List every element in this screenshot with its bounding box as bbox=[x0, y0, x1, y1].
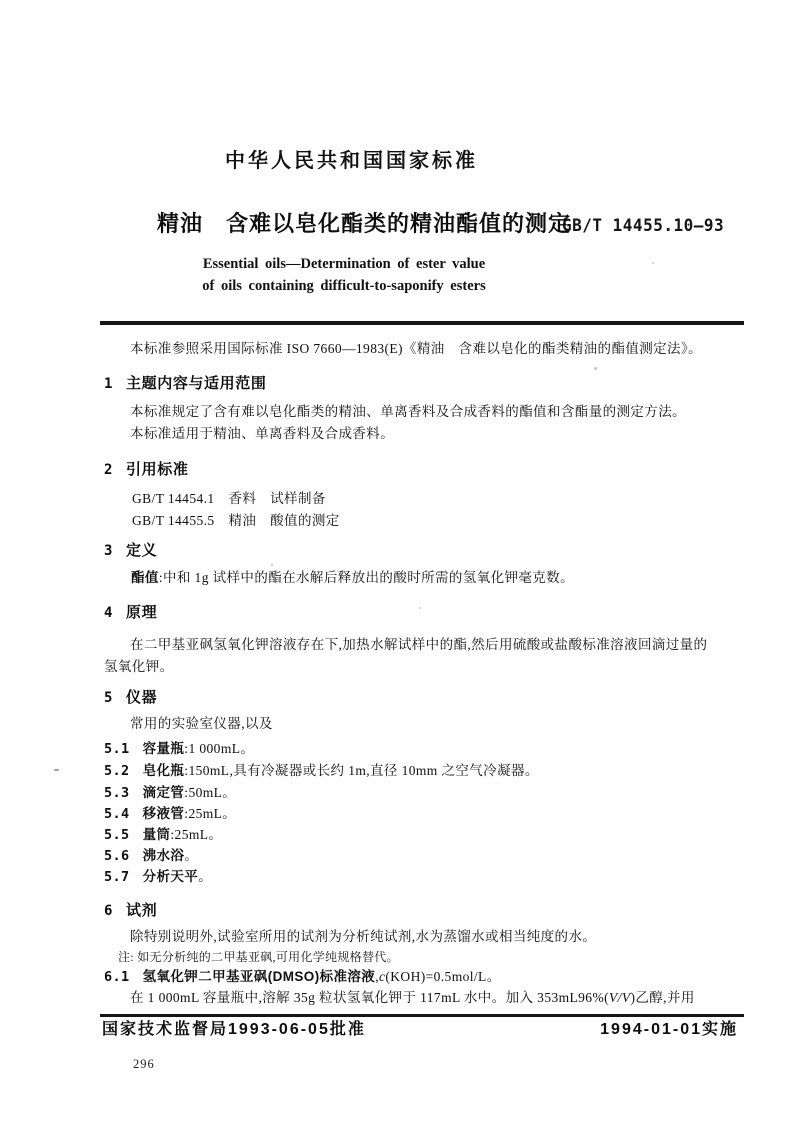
section-5-title: 仪器 bbox=[126, 689, 158, 706]
volume-ratio-symbol: V/V bbox=[609, 990, 631, 1005]
equipment-item-spec: :1 000mL。 bbox=[184, 741, 255, 756]
equipment-item-5-4 bbox=[104, 806, 236, 823]
section-6-heading bbox=[104, 902, 157, 921]
scan-speck bbox=[594, 367, 597, 370]
reagent-item-number: 6.1 bbox=[104, 969, 130, 985]
equipment-item-5-3 bbox=[104, 785, 236, 802]
equipment-item-spec: 。 bbox=[198, 869, 213, 884]
equipment-item-number: 5.6 bbox=[104, 848, 130, 864]
document-title-en-line2: of oils containing difficult-to-saponify esters bbox=[202, 278, 486, 294]
section-1-number: 1 bbox=[104, 376, 114, 392]
title-divider-rule bbox=[100, 321, 744, 325]
equipment-item-spec: :25mL。 bbox=[184, 806, 237, 821]
definition-text: :中和 1g 试样中的酯在水解后释放出的酸时所需的氢氧化钾毫克数。 bbox=[158, 570, 575, 585]
reference-standard-1: GB/T 14454.1 香料 试样制备 bbox=[132, 491, 326, 506]
reference-standard-2: GB/T 14455.5 精油 酸值的测定 bbox=[132, 513, 340, 528]
section-1-title: 主题内容与适用范围 bbox=[126, 375, 267, 392]
section-2-title: 引用标准 bbox=[126, 461, 189, 478]
section-5-heading bbox=[104, 689, 157, 708]
equipment-item-5-6 bbox=[104, 848, 198, 865]
equipment-item-name: 容量瓶 bbox=[142, 741, 185, 756]
section-1-heading bbox=[104, 375, 266, 394]
equipment-item-5-2 bbox=[104, 763, 539, 780]
approval-authority-date: 国家技术监督局1993-06-05批准 bbox=[102, 1021, 366, 1038]
national-standard-label: 中华人民共和国国家标准 bbox=[225, 150, 478, 172]
section-2-heading bbox=[104, 461, 188, 480]
reagent-item-pre: , bbox=[375, 969, 379, 984]
definition-line bbox=[131, 570, 574, 587]
footer-divider-rule bbox=[100, 1014, 744, 1017]
section-3-number: 3 bbox=[104, 543, 114, 559]
preparation-text-a: 在 1 000mL 容量瓶中,溶解 35g 粒状氢氧化钾于 117mL 水中。加入 353mL96%( bbox=[130, 990, 610, 1005]
section-4-number: 4 bbox=[104, 605, 114, 621]
section-6-paragraph: 除特别说明外,试验室所用的试剂为分析纯试剂,水为蒸馏水或相当纯度的水。 bbox=[130, 929, 597, 944]
standard-number: GB/T 14455.10—93 bbox=[562, 215, 725, 236]
reagent-item-spec: (KOH)=0.5mol/L。 bbox=[385, 969, 501, 984]
equipment-item-name: 移液管 bbox=[142, 806, 185, 821]
equipment-item-name: 分析天平 bbox=[142, 869, 199, 884]
scan-speck bbox=[652, 262, 654, 264]
page-number: 296 bbox=[133, 1057, 155, 1071]
preparation-text-b: )乙醇,并用 bbox=[630, 990, 695, 1005]
implementation-date: 1994-01-01实施 bbox=[600, 1021, 738, 1038]
section-4-title: 原理 bbox=[126, 604, 158, 621]
section-3-title: 定义 bbox=[126, 542, 158, 559]
defined-term: 酯值 bbox=[131, 570, 159, 585]
concentration-symbol: c bbox=[378, 969, 386, 984]
equipment-item-number: 5.3 bbox=[104, 785, 130, 801]
section-1-paragraph-2: 本标准适用于精油、单离香料及合成香料。 bbox=[130, 426, 395, 441]
intro-paragraph: 本标准参照采用国际标准 ISO 7660—1983(E)《精油 含难以皂化的酯类精油的酯值测定法》。 bbox=[130, 341, 702, 356]
equipment-item-spec: :25mL。 bbox=[170, 827, 223, 842]
equipment-item-5-5 bbox=[104, 827, 222, 844]
document-title-en-line1: Essential oils—Determination of ester value bbox=[202, 256, 486, 272]
scan-speck bbox=[54, 769, 59, 771]
equipment-item-5-1 bbox=[104, 741, 254, 758]
equipment-item-spec: :150mL,具有冷凝器或长约 1m,直径 10mm 之空气冷凝器。 bbox=[184, 763, 539, 778]
reagent-item-6-1 bbox=[104, 969, 501, 986]
section-3-heading bbox=[104, 542, 157, 561]
section-6-title: 试剂 bbox=[126, 902, 158, 919]
equipment-item-spec: :50mL。 bbox=[184, 785, 237, 800]
document-title-cn: 精油 含难以皂化酯类的精油酯值的测定 bbox=[157, 211, 572, 236]
section-4-paragraph-line1: 在二甲基亚砜氢氧化钾溶液存在下,加热水解试样中的酯,然后用硫酸或盐酸标准溶液回滴过量的 bbox=[130, 637, 708, 652]
equipment-item-name: 滴定管 bbox=[142, 785, 185, 800]
equipment-item-number: 5.4 bbox=[104, 806, 130, 822]
equipment-item-name: 皂化瓶 bbox=[142, 763, 185, 778]
note-label: 注: bbox=[118, 950, 134, 964]
section-6-note bbox=[118, 950, 399, 965]
reagent-preparation-line bbox=[104, 990, 695, 1007]
note-text: 如无分析纯的二甲基亚砜,可用化学纯规格替代。 bbox=[137, 950, 399, 964]
equipment-item-number: 5.2 bbox=[104, 763, 130, 779]
section-4-heading bbox=[104, 604, 157, 623]
equipment-item-name: 量筒 bbox=[142, 827, 171, 842]
section-1-paragraph-1: 本标准规定了含有难以皂化酯类的精油、单离香料及合成香料的酯值和含酯量的测定方法。 bbox=[130, 404, 686, 419]
section-2-number: 2 bbox=[104, 462, 114, 478]
reagent-item-name: 氢氧化钾二甲基亚砜(DMSO)标准溶液 bbox=[142, 969, 376, 984]
equipment-item-5-7 bbox=[104, 869, 212, 886]
scan-speck bbox=[271, 564, 273, 566]
equipment-item-name: 沸水浴 bbox=[142, 848, 185, 863]
section-5-intro: 常用的实验室仪器,以及 bbox=[130, 716, 273, 731]
equipment-item-number: 5.1 bbox=[104, 741, 130, 757]
equipment-item-number: 5.5 bbox=[104, 827, 130, 843]
equipment-item-number: 5.7 bbox=[104, 869, 130, 885]
scan-speck bbox=[419, 607, 421, 609]
section-5-number: 5 bbox=[104, 690, 114, 706]
equipment-item-spec: 。 bbox=[184, 848, 199, 863]
section-4-paragraph-line2: 氢氧化钾。 bbox=[104, 659, 174, 674]
section-6-number: 6 bbox=[104, 903, 114, 919]
